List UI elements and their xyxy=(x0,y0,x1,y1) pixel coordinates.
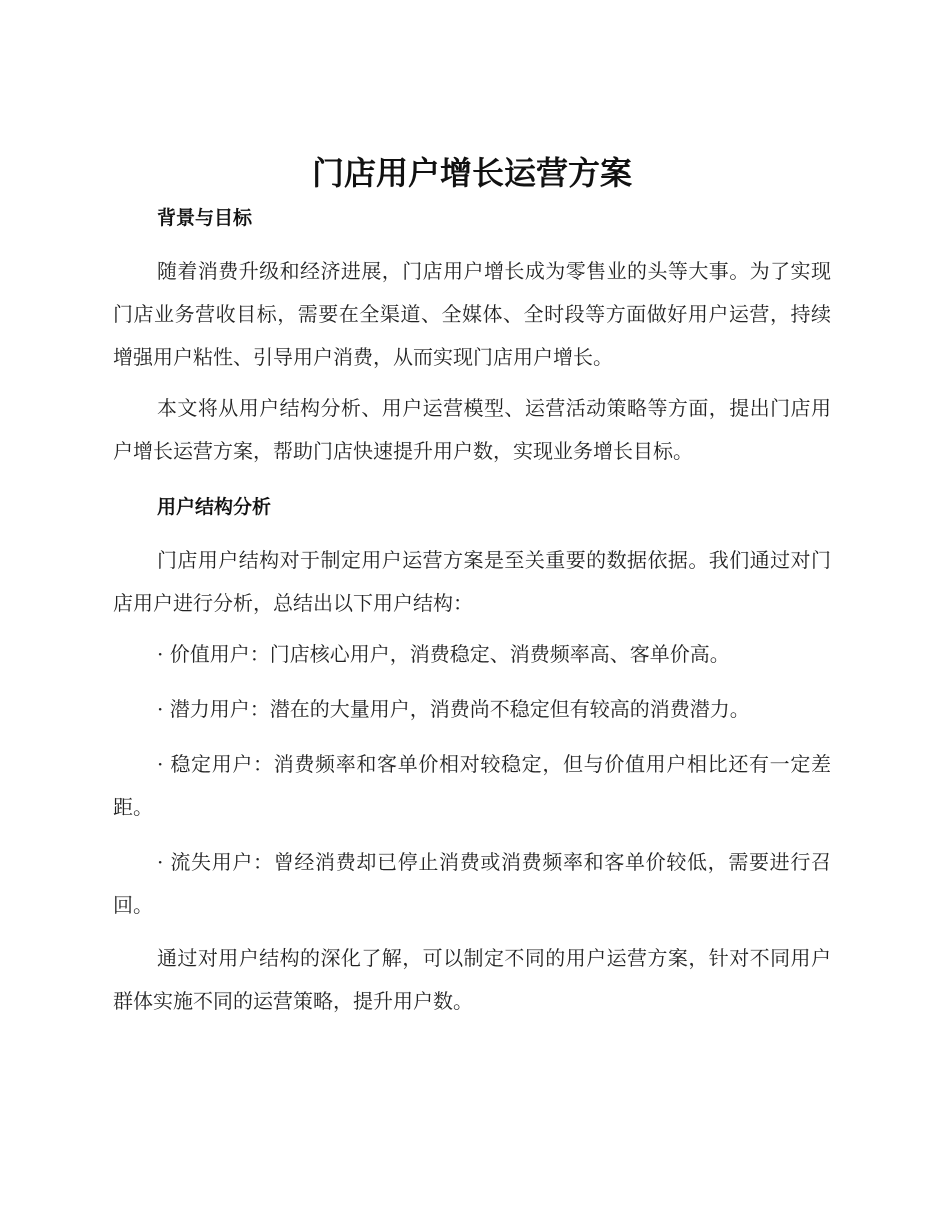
section-heading-user-structure: 用户结构分析 xyxy=(157,496,272,518)
list-item-lost-users: · 流失用户：曾经消费却已停止消费或消费频率和客单价较低，需要进行召回。 xyxy=(113,850,831,917)
list-item-stable-users: · 稳定用户：消费频率和客单价相对较稳定，但与价值用户相比还有一定差距。 xyxy=(113,752,831,819)
document-page xyxy=(113,148,831,1023)
paragraph-background-1: 随着消费升级和经济进展，门店用户增长成为零售业的头等大事。为了实现门店业务营收目标，需要在全渠道、全媒体、全时段等方面做好用户运营，持续增强用户粘性、引导用户消费，从而实现门店用户增长。 xyxy=(113,259,831,369)
paragraph-background-2: 本文将从用户结构分析、用户运营模型、运营活动策略等方面，提出门店用户增长运营方案，帮助门店快速提升用户数，实现业务增长目标。 xyxy=(113,396,831,463)
paragraph-user-structure-conclusion: 通过对用户结构的深化了解，可以制定不同的用户运营方案，针对不同用户群体实施不同的运营策略，提升用户数。 xyxy=(113,946,831,1013)
paragraph-user-structure-intro: 门店用户结构对于制定用户运营方案是至关重要的数据依据。我们通过对门店用户进行分析，总结出以下用户结构： xyxy=(113,548,831,615)
document-title: 门店用户增长运营方案 xyxy=(311,154,632,192)
list-item-potential-users: · 潜力用户：潜在的大量用户，消费尚不稳定但有较高的消费潜力。 xyxy=(157,697,750,721)
list-item-value-users: · 价值用户：门店核心用户，消费稳定、消费频率高、客单价高。 xyxy=(157,642,730,666)
section-heading-background: 背景与目标 xyxy=(157,207,253,229)
